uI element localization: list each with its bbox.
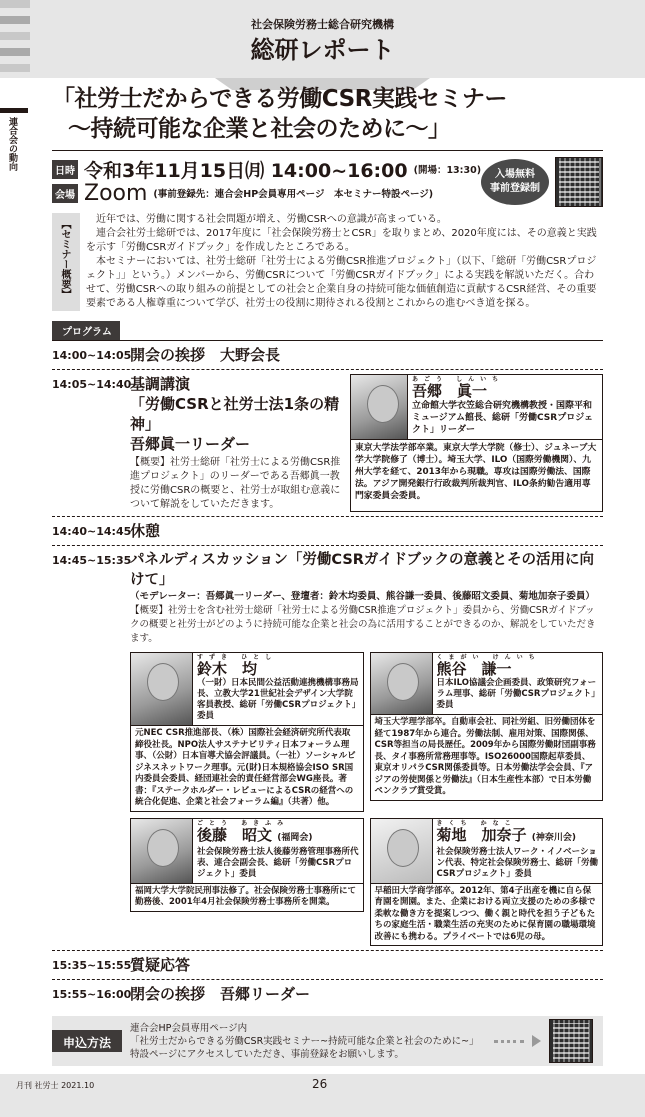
badge-line2: 事前登録制 — [490, 183, 540, 194]
speaker-title: 社会保険労務士法人ワーク・イノベーション代表、特定社会保険労務士、総研「労働CSRプロジェクト」委員 — [436, 846, 599, 879]
program-time: 15:55~16:00 — [52, 988, 132, 1001]
speaker-branch: (神奈川会) — [531, 832, 576, 843]
program-title: 基調講演 — [130, 375, 191, 393]
program-title: 休憩 — [130, 522, 161, 540]
panel-moderator: （モデレーター：吾郷眞一リーダー、登壇者：鈴木均委員、熊谷謙一委員、後藤昭文委員、菊地加奈子委員） — [130, 591, 595, 602]
qr-code-icon[interactable] — [549, 1019, 593, 1063]
speaker-bio: 東京大学法学部卒業。東京大学大学院（修士）、ジュネーブ大学大学院修了（博士）。埼玉大学、ILO（国際労働機関）、九州大学を経て、2013年から現職。専攻は国際労働法、国際法。アジア開発銀行行政裁判所裁判官、ILO条約勧告適用専門家委員会委員。 — [355, 443, 597, 501]
arrow-dots — [494, 1040, 524, 1043]
panel-summary: 【概要】社労士を含む社労士総研「社労士による労働CSR推進プロジェクト」委員から、労働CSRガイドブックの概要と社労士がどのように持続可能な企業と社会の為に活用することができるのか、解説をしていただきます。 — [130, 605, 596, 644]
apply-line: 特設ページにアクセスしていただき、事前登録をお願いします。 — [130, 1048, 404, 1060]
divider — [52, 150, 603, 151]
venue-note: (事前登録先：連合会HP会員専用ページ 本セミナー特設ページ) — [153, 189, 434, 200]
speaker-bio: 元NEC CSR推進部長、（株）国際社会経済研究所代表取締役社長。NPO法人サステナビリティ日本フォーラム理事、（公財）日本盲導犬協会評議員。（一社）ソーシャルビジネスネットワーク理事。元(財)日本規格協会ISO SR国内委員会委員、経団連社会的責任経営部会WG座長。著書：『ステークホルダー・レビューによるCSRの経営への統合化促進、企業と社会フォーラム編』（共著）他。 — [135, 728, 356, 807]
speaker-photo — [131, 653, 193, 725]
speaker-card — [350, 374, 603, 512]
program-title: 開会の挨拶 大野会長 — [130, 346, 281, 364]
speaker-card — [130, 652, 364, 812]
report-brand: 総研レポート — [250, 36, 395, 64]
speaker-name: 吾郷 眞一 — [412, 382, 488, 400]
panelist-grid — [130, 652, 603, 946]
date-tag: 日時 — [52, 160, 78, 179]
venue-text: Zoom — [84, 180, 148, 206]
decor-stripe — [0, 0, 30, 8]
speaker-photo — [371, 819, 433, 883]
speaker-bio: 埼玉大学理学部卒。自動車会社、同社労組、旧労働団体を経て1987年から連合。労働法制、雇用対策、国際関係、CSR等担当の局長歴任。2009年から国際労働財団副事務長、タイ事務所常務理事等。ISO26000国際起草委員、東京オリパラCSR関係委員等。日本労働法学会会員、『アジアの労使関係と労働法』（日本生産性本部）で日本労働ペンクラブ賞受賞。 — [374, 717, 596, 796]
speaker-branch: (福岡会) — [277, 832, 313, 843]
speaker-bio: 福岡大学大学院民刑事法修了。社会保険労務士事務所にて勤務後、2001年4月社会保険労務士事務所を開業。 — [135, 885, 357, 907]
speaker-name: 後藤 昭文 — [197, 825, 273, 844]
program-title: 質疑応答 — [130, 956, 191, 974]
side-label-text: 連合会の動向 — [7, 117, 17, 171]
speaker-ruby: すずき ひとし — [197, 654, 278, 661]
program-row — [52, 980, 603, 1008]
program-tag: プログラム — [52, 321, 120, 340]
program-title: 閉会の挨拶 吾郷リーダー — [130, 985, 311, 1003]
page-number: 26 — [312, 1077, 328, 1091]
speaker-title: 立命館大学衣笠総合研究機構教授・国際平和ミュージアム館長、総研「労働CSRプロジェクト」リーダー — [412, 401, 594, 435]
program-row — [52, 341, 603, 369]
page-title-line2: ～持続可能な企業と社会のために～」 — [68, 116, 451, 142]
program-title: パネルディスカッション「労働CSRガイドブックの意義とその活用に向けて」 — [130, 552, 595, 588]
apply-link[interactable]: 「社労士だからできる労働CSR実践セミナー~持続可能な企業と社会のために~」 — [130, 1035, 479, 1047]
program-row — [52, 951, 603, 979]
program-time: 15:35~15:55 — [52, 959, 132, 972]
application-box — [52, 1016, 603, 1066]
magazine-issue: 月刊 社労士 2021.10 — [16, 1081, 95, 1090]
program-time: 14:45~15:35 — [52, 554, 132, 567]
keynote-speaker: 吾郷眞一リーダー — [130, 435, 251, 453]
badge-line1: 入場無料 — [495, 169, 535, 180]
program-time: 14:00~14:05 — [52, 349, 132, 362]
page-footer — [0, 1074, 645, 1117]
open-time: (開場：13:30) — [413, 165, 482, 176]
event-info — [52, 157, 603, 209]
apply-tag: 申込方法 — [52, 1030, 122, 1052]
program-row — [52, 517, 603, 545]
arrow-right-icon — [532, 1035, 541, 1047]
speaker-ruby: くまがい けんいち — [436, 654, 541, 661]
overview-section — [52, 213, 603, 311]
speaker-ruby: あごう しんいち — [412, 376, 505, 383]
overview-paragraph: 連合会社労士総研では、2017年度に「社会保険労務士とCSR」を取りまとめ、2020年度には、その意義と実践を示す「労働CSRガイドブック」を作成したところである。 — [86, 228, 597, 253]
date-text: 令和3年11月15日㈪ 14:00~16:00 — [84, 159, 408, 182]
speaker-title: 日本ILO協議会企画委員、政策研究フォーラム理事、総研「労働CSRプロジェクト」委員 — [436, 678, 597, 710]
speaker-card — [370, 652, 604, 801]
overview-text — [86, 213, 603, 311]
decor-stripe — [0, 64, 30, 72]
speaker-card — [130, 818, 364, 912]
program-time: 14:05~14:40 — [52, 378, 132, 391]
speaker-ruby: ごとう あきふみ — [197, 819, 290, 827]
program-row — [52, 546, 603, 950]
speaker-ruby: きくち かなこ — [436, 819, 517, 827]
speaker-photo — [351, 375, 408, 439]
program-time: 14:40~14:45 — [52, 525, 132, 538]
program-row — [52, 370, 603, 516]
apply-line: 連合会HP会員専用ページ内 — [130, 1022, 248, 1034]
speaker-title: 社会保険労務士法人後藤労務管理事務所代表、連合会副会長、総研「労働CSRプロジェクト」委員 — [197, 846, 359, 879]
speaker-name: 熊谷 謙一 — [436, 660, 512, 678]
keynote-summary: 【概要】社労士総研「社労士による労働CSR推進プロジェクト」のリーダーである吾郷眞一教授に労働CSRの概要と、社労士が取組む意義について解説をしていただきます。 — [130, 457, 341, 510]
main-content — [52, 0, 603, 1066]
side-section-label — [0, 108, 30, 171]
venue-tag: 会場 — [52, 184, 78, 203]
side-bar — [0, 108, 28, 113]
overview-tab: 【セミナー概要】 — [52, 213, 80, 311]
qr-code-icon[interactable] — [555, 157, 603, 207]
overview-paragraph: 本セミナーにおいては、社労士総研「社労士による労働CSR推進プロジェクト」（以下、「総研「労働CSRプロジェクト」」という。）メンバーから、労働CSRについて「労働CSRガイドブック」による実践を解説いただく。合わせて、労働CSRへの取り組みの前提としての社会と企業自身の持続可能な価値創造に貢献するCSR経営、その重要要素である人権尊重について学び、社労士の役割に期待される役割とこれからの進むべき道を探る。 — [86, 256, 597, 309]
speaker-name: 鈴木 均 — [197, 660, 258, 678]
speaker-card — [370, 818, 604, 947]
org-name: 社会保険労務士総合研究機構 — [251, 18, 394, 31]
keynote-subtitle: 「労働CSRと社労士法1条の精神」 — [130, 395, 340, 433]
free-entry-badge — [481, 159, 549, 205]
speaker-bio: 早稲田大学商学部卒。2012年、第4子出産を機に自ら保育園を開園。また、企業における両立支援のための多様で柔軟な働き方を提案しつつ、働く親と時代を担う子どもたちの家庭生活・職業生活の充実のために保育園の職場環境改善にも携わる。プライベートでは6児の母。 — [374, 885, 596, 942]
speaker-photo — [131, 819, 193, 883]
page-title-line1: 「社労士だからできる労働CSR実践セミナー — [52, 86, 507, 112]
speaker-title: （一財）日本民間公益活動連携機構事務局長、立教大学21世紀社会デザイン大学院客員教授、総研「労働CSRプロジェクト」委員 — [197, 678, 359, 721]
apply-instructions — [130, 1022, 486, 1061]
overview-paragraph: 近年では、労働に関する社会問題が増え、労働CSRへの意識が高まっている。 — [96, 214, 447, 225]
speaker-photo — [371, 653, 433, 714]
speaker-name: 菊地 加奈子 — [436, 825, 527, 844]
